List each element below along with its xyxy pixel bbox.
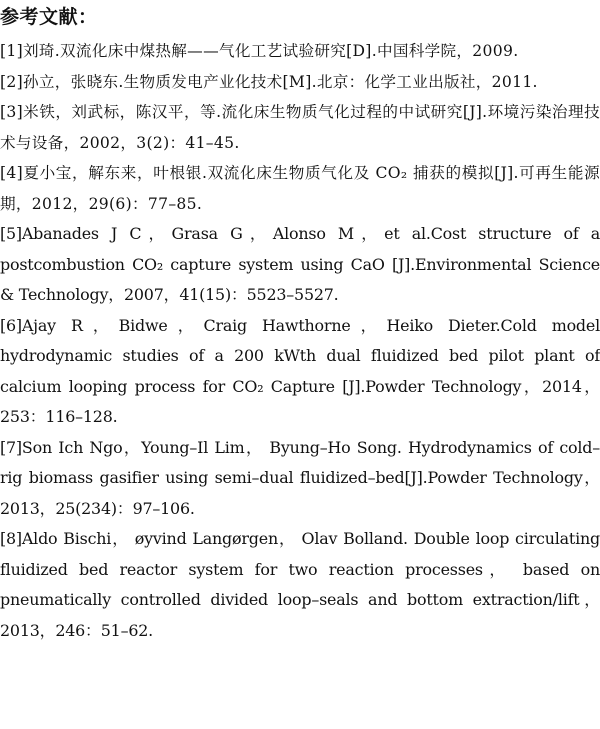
reference-list: [0, 36, 600, 646]
reference-item-3: [3]米铁，刘武标，陈汉平，等.流化床生物质气化过程的中试研究[J].环境污染治理技术与设备，2002，3(2)：41–45.: [0, 103, 600, 152]
reference-item-6: [6]Ajay R，Bidwe，Craig Hawthorne，Heiko Dieter.Cold model hydrodynamic studies of a 200 kWth dual fluidized bed pilot plant of calcium looping process for CO₂ Capture [J].Powder Technology，2014，253：116–128.: [0, 315, 600, 426]
references-heading: 参考文献：: [0, 6, 98, 28]
reference-item-2: [2]孙立，张晓东.生物质发电产业化技术[M].北京：化学工业出版社，2011.: [0, 72, 538, 91]
reference-item-5: [5]Abanades J C，Grasa G，Alonso M，et al.Cost structure of a postcombustion CO₂ capture system using CaO [J].Environmental Science & Technology，2007，41(15)：5523–5527.: [0, 224, 600, 304]
reference-item-1: [1]刘琦.双流化床中煤热解——气化工艺试验研究[D].中国科学院，2009.: [0, 42, 519, 60]
reference-item-4: [4]夏小宝，解东来，叶根银.双流化床生物质气化及 CO₂ 捕获的模拟[J].可再生能源期，2012，29(6)：77–85.: [0, 164, 600, 213]
reference-item-7: [7]Son Ich Ngo，Young–Il Lim， Byung–Ho Song. Hydrodynamics of cold–rig biomass gasifier using semi–dual fluidized–bed[J].Powder Technology，2013，25(234)：97–106.: [0, 437, 600, 518]
reference-item-8: [8]Aldo Bischi， øyvind Langørgen， Olav Bolland. Double loop circulating fluidized bed reactor system for two reaction processes， based on pneumatically controlled divided loop–seals and bottom extraction/lift，2013，246：51–62.: [0, 529, 600, 640]
